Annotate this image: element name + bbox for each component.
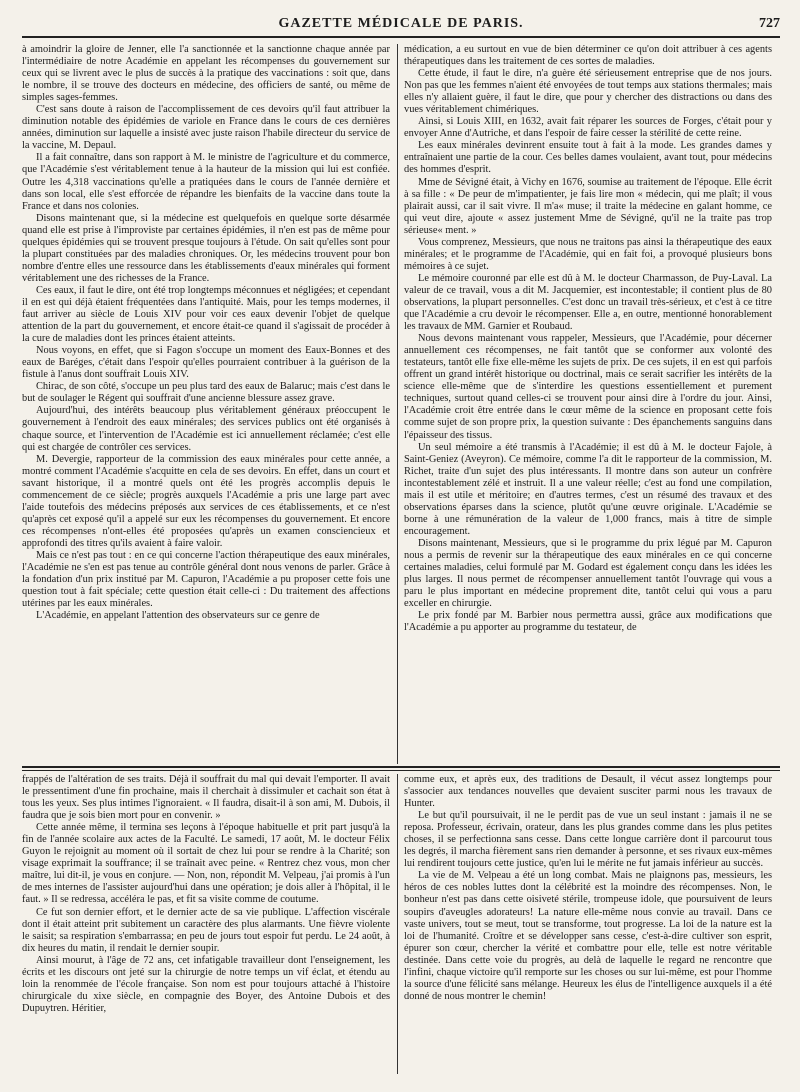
column-divider xyxy=(397,44,398,764)
paragraph: Nous voyons, en effet, que si Fagon s'occupe un moment des Eaux-Bonnes et des eaux de Baréges, c'était dans l'espoir qu'elles pourraient contribuer à la guérison de la fistule à l'anus dont souffrait Louis XIV. xyxy=(22,345,390,381)
paragraph: Le prix fondé par M. Barbier nous permettra aussi, grâce aux modifications que l'Académie a pu apporter au programme du testateur, de xyxy=(404,610,772,634)
paragraph: Aujourd'hui, des intérêts beaucoup plus véritablement généraux préoccupent le gouvernement à l'endroit des eaux minérales; des services publics ont été organisés à chaque source, et l'intervention de l'Académie est ici annuellement réclamée; c'est elle qui est chargée de contrôler ces services. xyxy=(22,405,390,453)
journal-page xyxy=(22,14,780,1082)
paragraph: Mais ce n'est pas tout : en ce qui concerne l'action thérapeutique des eaux minérales, l'Académie ne s'en est pas tenue au contrôle général dont nous venons de parler. Grâce à la fondation d'un prix institué par M. Capuron, l'Académie a pu proposer cette fois une question tout à fait spéciale; cette question était celle-ci : Du traitement des affections utérines par les eaux minérales. xyxy=(22,549,390,610)
upper-right-column xyxy=(404,44,772,764)
page-number: 727 xyxy=(759,16,780,31)
paragraph: frappés de l'altération de ses traits. Déjà il souffrait du mal qui devait l'emporter. Il avait le pressentiment d'une fin prochaine, mais il cherchait à dissimuler et cachait son état à tous les yeux. Ses plus intimes l'ignoraient. « Il faudra, disait-il à son ami, M. Dubois, il faudra que je sois bien mort pour en convenir. » xyxy=(22,774,390,822)
paragraph: Chirac, de son côté, s'occupe un peu plus tard des eaux de Balaruc; mais c'est dans le but de soulager le Régent qui souffrait d'une ancienne blessure assez grave. xyxy=(22,381,390,405)
paragraph: Les eaux minérales devinrent ensuite tout à fait à la mode. Les grandes dames y entraînaient une partie de la cour. Ces belles dames voulaient, avant tout, pour médecins des hommes d'esprit. xyxy=(404,140,772,176)
paragraph: médication, a eu surtout en vue de bien déterminer ce qu'on doit attribuer à ces agents thérapeutiques dans les traitement de ces sortes de maladies. xyxy=(404,44,772,68)
paragraph: Ces eaux, il faut le dire, ont été trop longtemps méconnues et négligées; et cependant il en est qui déjà étaient fréquentées dans l'antiquité. Mais, pour les temps modernes, il faut arriver au siècle de Louis XIV pour voir ces eaux devenir l'objet de quelque attention de la part du gouvernement, et encore était-ce quand il s'agissait de procéder à la cure de maladies dont les princes étaient atteints. xyxy=(22,284,390,345)
paragraph: C'est sans doute à raison de l'accomplissement de ces devoirs qu'il faut attribuer la diminution notable des épidémies de variole en France dans le cours de ces dernières années, diminution sur laquelle a insisté avec juste raison l'habile directeur du service de la vaccine, M. Depaul. xyxy=(22,104,390,152)
paragraph: Il a fait connaître, dans son rapport à M. le ministre de l'agriculture et du commerce, que l'Académie s'est véritablement tenue à la hauteur de la mission qui lui est confiée. Outre les 4,318 vaccinations qu'elle a pratiquées dans le cours de l'année dernière et dans son local, elle s'est efforcée de répandre les bienfaits de la vaccine dans toute la France et dans nos colonies. xyxy=(22,152,390,212)
paragraph: La vie de M. Velpeau a été un long combat. Mais ne plaignons pas, messieurs, les héros de ces nobles luttes dont la célébrité est la moindre des récompenses. Non, le bonheur n'est pas dans cette oisiveté stérile, trompeuse idole, que poursuivent de leurs soupirs d'aveugles adorateurs! La nature elle-même nous convie au travail. Dans ce vaste univers, tout se meut, tout se transforme, tout progresse. La loi de la nature est la loi de l'humanité. Croître et se développer sans cesse, c'est-à-dire cultiver son esprit, épurer son cœur, chercher la vérité et combattre pour elle, telle est notre véritable destinée. Dans cette voie du progrès, au delà de laquelle le regard ne rencontre que l'infini, chaque victoire qu'il remporte sur les choses ou sur lui-même, est pour l'homme la source d'une félicité sans mélange. Heureux les élus de l'intelligence auxquels il a été donné de nous montrer le chemin! xyxy=(404,870,772,1002)
paragraph: Cette étude, il faut le dire, n'a guère été sérieusement entreprise que de nos jours. Non pas que les femmes n'aient été envoyées de tout temps aux stations thermales; mais elles n'y allaient guère, il faut le dire, que pour y chercher des distractions ou dans des vues véritablement chimériques. xyxy=(404,68,772,116)
paragraph: Mme de Sévigné était, à Vichy en 1676, soumise au traitement de l'époque. Elle écrit à sa fille : « De peur de m'impatienter, je fais lire mon « médecin, qui me plaît; il vous plairait aussi, car il sait vivre. Il m'a« muse; il traite la médecine en galant homme, ce qui veut dire, ajoute « assez justement Mme de Sévigné, qu'il ne la traite pas trop sérieuse« ment. » xyxy=(404,176,772,236)
paragraph: Disons maintenant, Messieurs, que si le programme du prix légué par M. Capuron nous a permis de revenir sur la thérapeutique des eaux minérales en ce qui concerne certaines maladies, celui formulé par M. Godard est également conçu dans les idées les plus larges. Il nous permet de récompenser annuellement tantôt l'ouvrage qui vous a paru le plus important en médecine proprement dite, tantôt celui qui vous a paru exceller en chirurgie. xyxy=(404,537,772,610)
paragraph: Cette année même, il termina ses leçons à l'époque habituelle et prit part jusqu'à la fin de l'année scolaire aux actes de la Faculté. Le samedi, 17 août, M. le docteur Félix Guyon le rejoignit au moment où il sortait de chez lui pour se rendre à la Charité; son visage exprimait la souffrance; il se traînait avec peine. « Rentrez chez vous, mon cher maître, lui dit-il, je vous en conjure. — Non, non, répondit M. Velpeau, j'ai promis à l'un de mes internes de l'assister aujourd'hui dans une opération; je dois aller à l'hôpital, il le faut. » Il se redressa, accéléra le pas, et fit sa visite comme de coutume. xyxy=(22,822,390,906)
paragraph: à amoindrir la gloire de Jenner, elle l'a sanctionnée et la sanctionne chaque année par l'intermédiaire de notre Académie en appelant les récompenses du gouvernement sur ceux qui se livrent avec le plus de succès à la pratique des vaccinations : soit que, dans le nombre, il se trouve des docteurs en médecine, des officiers de santé, ou même de simples sages-femmes. xyxy=(22,44,390,104)
paragraph: Un seul mémoire a été transmis à l'Académie; il est dû à M. le docteur Fajole, à Saint-Geniez (Aveyron). Ce mémoire, comme l'a dit le rapporteur de la commission, M. Richet, traite d'un sujet des plus intéressants. Il montre dans son auteur un confrère incontestablement zélé et instruit. Il a une valeur réelle; c'est au fond une compilation, mais il est utile et méritoire; en d'autres termes, c'est un résumé des travaux et des observations éparses dans la science, plutôt qu'une œuvre originale. L'Académie se borne à une rémunération de la valeur de 1,000 francs, mais à titre de simple encouragement. xyxy=(404,441,772,537)
paragraph: Vous comprenez, Messieurs, que nous ne traitons pas ainsi la thérapeutique des eaux minérales; et le programme de l'Académie, qui en fait foi, a provoqué plusieurs bons mémoires à ce sujet. xyxy=(404,236,772,272)
paragraph: Disons maintenant que, si la médecine est quelquefois en quelque sorte désarmée quand elle est prise à l'improviste par certaines épidémies, il n'en est pas de même pour quelques épidémies qui se trouvent presque toujours à l'étude. On sait qu'elles sont pour la plupart constituées par des maladies chroniques. Or, les médecins trouvent pour bon nombre d'entre elles une ressource dans les établissements d'eaux minérales qui forment véritablement une des richesses de la France. xyxy=(22,212,390,284)
paragraph: Le mémoire couronné par elle est dû à M. le docteur Charmasson, de Puy-Laval. La valeur de ce travail, vous a dit M. Jacquemier, est incontestable; il contient plus de 80 observations, la plupart personnelles. C'est donc un travail très-sérieux, et c'est à ce titre que l'Académie a cru devoir le récompenser. Elle a, en outre, mentionné honorablement les travaux de MM. Garnier et Roubaud. xyxy=(404,272,772,333)
paragraph: Ainsi, si Louis XIII, en 1632, avait fait réparer les sources de Forges, c'était pour y envoyer Anne d'Autriche, et dans l'espoir de faire cesser la stérilité de cette reine. xyxy=(404,116,772,140)
paragraph: Nous devons maintenant vous rappeler, Messieurs, que l'Académie, pour décerner annuellement ces récompenses, ne fait tantôt que se conformer aux volonté des testateurs, tantôt elle fixe elle-même les sujets de prix. De ces sujets, il en est qui parfois offrent un grand intérêt historique ou doctrinal, mais ce serait sacrifier les intérêts de la science elle-même que de s'interdire les questions essentiellement et purement techniques, surtout quand celles-ci se trouvent pour ainsi dire à l'ordre du jour. Ainsi, l'Académie croit être entrée dans le cœur même de la science en proposant cette fois comme sujet de son propre prix, la question suivante : Des épanchements sanguins dans l'épaisseur des tissus. xyxy=(404,333,772,441)
section-separator-thin xyxy=(22,770,780,771)
upper-left-column xyxy=(22,44,390,764)
paragraph: L'Académie, en appelant l'attention des observateurs sur ce genre de xyxy=(36,610,320,622)
lower-right-column xyxy=(404,774,772,1074)
lower-article xyxy=(22,774,780,1074)
column-divider xyxy=(397,774,398,1074)
paragraph: comme eux, et après eux, des traditions de Desault, il vécut assez longtemps pour s'associer aux tendances nouvelles que devaient susciter parmi nous les travaux de Hunter. xyxy=(404,774,772,810)
paragraph: Le but qu'il poursuivait, il ne le perdit pas de vue un seul instant : jamais il ne se reposa. Professeur, écrivain, orateur, dans les plus grandes comme dans les plus petites choses, il se perfectionna sans cesse. Dans cette longue carrière dont il parcourut tous les degrés, il marcha fièrement sans rien demander à personne, et ses rivaux eux-mêmes lui rendirent toujours cette justice, qu'en lui le mérite ne fut jamais inférieur au succès. xyxy=(404,810,772,870)
paragraph: Ainsi mourut, à l'âge de 72 ans, cet infatigable travailleur dont l'enseignement, les écrits et les discours ont jeté sur la chirurgie de notre temps un vif éclat, et étendu au loin la renommée de l'école française. Son nom est pour toujours attaché à l'histoire chirurgicale du xixe siècle, en compagnie des Boyer, des Antoine Dubois et des Dupuytren. Héritier, xyxy=(22,954,390,1014)
section-separator xyxy=(22,766,780,768)
paragraph: M. Devergie, rapporteur de la commission des eaux minérales pour cette année, a montré comment l'Académie s'acquitte en cela de ses devoirs. En effet, dans un court et savant historique, il a montré quels ont été les progrès accomplis depuis le commencement de ce siècle; progrès auxquels l'Académie a pris une large part avec l'aide toutefois des médecins préposés aux services de ces établissements, et ce n'est qu'après cet exposé qu'il a appelé sur eux les récompenses du gouvernement. Et encore ces récompenses n'ont-elles été proposées qu'après un examen consciencieux et approfondi des titres qu'ils avaient à faire valoir. xyxy=(22,453,390,549)
paragraph: Ce fut son dernier effort, et le dernier acte de sa vie publique. L'affection viscérale dont il était atteint prit subitement un caractère des plus alarmants. Une fièvre violente le saisit; sa respiration s'embarrassa; en peu de jours tout espoir fut perdu. Le 24 août, à dix heures du matin, il rendait le dernier soupir. xyxy=(22,906,390,954)
page-header xyxy=(22,14,780,38)
journal-title: GAZETTE MÉDICALE DE PARIS. xyxy=(278,16,524,31)
upper-article xyxy=(22,44,780,764)
lower-left-column xyxy=(22,774,390,1074)
